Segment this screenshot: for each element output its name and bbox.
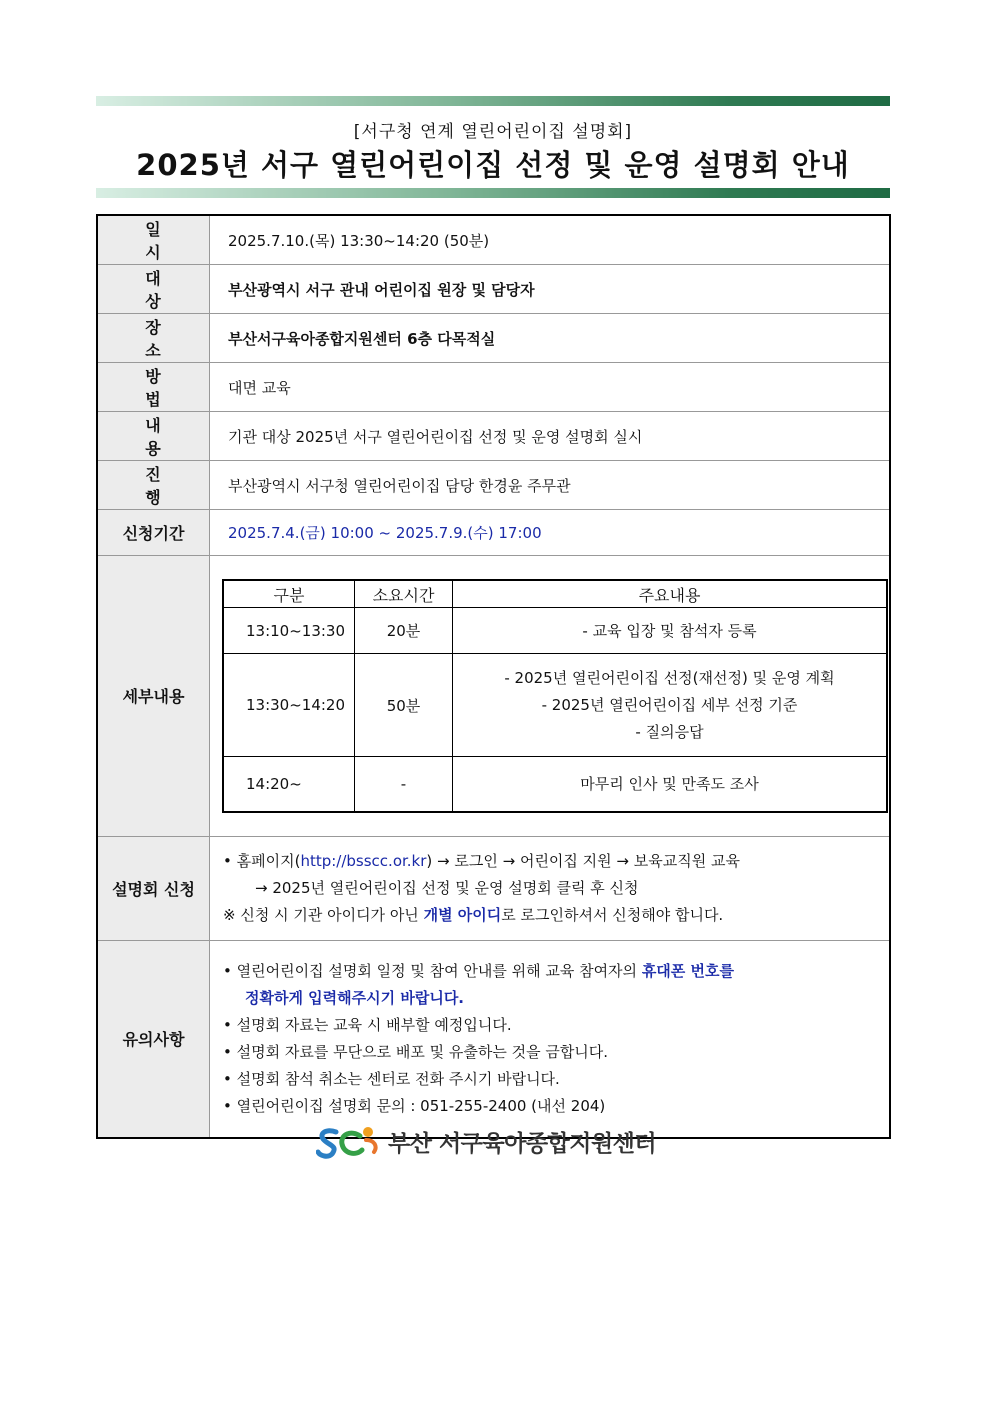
bullet-icon: • — [223, 1015, 232, 1034]
bullet-icon: • — [223, 1069, 232, 1088]
bullet-icon: • — [223, 851, 232, 870]
schedule-duration: 50분 — [355, 654, 453, 757]
schedule-item: - 2025년 열린어린이집 선정(재선정) 및 운영 계획 — [504, 668, 835, 687]
schedule-items — [453, 654, 888, 757]
schedule-time: 14:20~ — [223, 757, 355, 812]
note-5: 열린어린이집 설명회 문의 : 051-255-2400 (내선 204) — [236, 1096, 606, 1115]
bullet-icon: • — [223, 1042, 232, 1061]
row-method — [97, 363, 890, 412]
apply-line-1-post: ) → 로그인 → 어린이집 지원 → 보육교직원 교육 — [426, 851, 740, 870]
value-method: 대면 교육 — [210, 363, 891, 412]
apply-line-1 — [223, 848, 888, 875]
apply-line-2: → 2025년 열린어린이집 선정 및 운영 설명회 클릭 후 신청 — [255, 878, 639, 897]
schedule-header-section: 구분 — [223, 580, 355, 608]
label-place: 장 소 — [97, 314, 210, 363]
label-method: 방 법 — [97, 363, 210, 412]
label-host: 진 행 — [97, 461, 210, 510]
homepage-link[interactable]: http://bsscc.or.kr — [300, 851, 427, 870]
details-cell — [210, 556, 891, 837]
schedule-table — [222, 579, 888, 813]
schedule-item: - 교육 입장 및 참석자 등록 — [453, 608, 888, 654]
note-2: 설명회 자료는 교육 시 배부할 예정입니다. — [236, 1015, 512, 1034]
apply-note-pre: ※ 신청 시 기관 아이디가 아닌 — [223, 905, 424, 924]
label-apply: 설명회 신청 — [97, 836, 210, 940]
bullet-icon: • — [223, 961, 232, 980]
apply-cell — [210, 836, 891, 940]
value-period: 2025.7.4.(금) 10:00 ~ 2025.7.9.(수) 17:00 — [210, 510, 891, 556]
schedule-item: - 질의응답 — [635, 722, 704, 741]
value-target: 부산광역시 서구 관내 어린이집 원장 및 담당자 — [210, 265, 891, 314]
label-period: 신청기간 — [97, 510, 210, 556]
schedule-row — [223, 654, 887, 757]
row-date — [97, 215, 890, 265]
value-content: 기관 대상 2025년 서구 열린어린이집 선정 및 운영 설명회 실시 — [210, 412, 891, 461]
apply-note-post: 로 로그인하셔서 신청해야 합니다. — [501, 905, 724, 924]
document-subtitle: [서구청 연계 열린어린이집 설명회] — [353, 122, 633, 142]
apply-note — [223, 902, 888, 929]
schedule-item: - 2025년 열린어린이집 세부 선정 기준 — [541, 695, 798, 714]
header-bottom-bar — [96, 188, 890, 198]
label-content: 내 용 — [97, 412, 210, 461]
note-1-em2: 정확하게 입력해주시기 바랍니다. — [245, 988, 465, 1007]
value-date: 2025.7.10.(목) 13:30~14:20 (50분) — [210, 215, 891, 265]
row-period — [97, 510, 890, 556]
note-4: 설명회 참석 취소는 센터로 전화 주시기 바랍니다. — [236, 1069, 560, 1088]
document-title: 2025년 서구 열린어린이집 선정 및 운영 설명회 안내 — [136, 148, 850, 182]
label-details: 세부내용 — [97, 556, 210, 837]
apply-note-em: 개별 아이디 — [423, 905, 502, 924]
schedule-duration: 20분 — [355, 608, 453, 654]
schedule-header-row — [223, 580, 887, 608]
schedule-row — [223, 608, 887, 654]
value-host: 부산광역시 서구청 열린어린이집 담당 한경윤 주무관 — [210, 461, 891, 510]
schedule-time: 13:30~14:20 — [223, 654, 355, 757]
row-apply — [97, 836, 890, 940]
note-item — [223, 1093, 888, 1120]
label-date: 일 시 — [97, 215, 210, 265]
row-target — [97, 265, 890, 314]
sc-logo-icon — [316, 1122, 382, 1160]
schedule-time: 13:10~13:30 — [223, 608, 355, 654]
note-item — [223, 1039, 888, 1066]
footer-org-name: 부산 서구육아종합지원센터 — [388, 1130, 657, 1157]
info-table — [96, 214, 891, 1139]
row-notes — [97, 940, 890, 1138]
schedule-header-duration: 소요시간 — [355, 580, 453, 608]
header-top-bar — [96, 96, 890, 106]
note-item — [223, 958, 888, 985]
note-3: 설명회 자료를 무단으로 배포 및 유출하는 것을 금합니다. — [236, 1042, 609, 1061]
bullet-icon: • — [223, 1096, 232, 1115]
notes-cell — [210, 940, 891, 1138]
note-item — [223, 1066, 888, 1093]
row-details — [97, 556, 890, 837]
label-notes: 유의사항 — [97, 940, 210, 1138]
row-host — [97, 461, 890, 510]
footer-logo — [316, 1122, 656, 1160]
row-content — [97, 412, 890, 461]
schedule-item: 마무리 인사 및 만족도 조사 — [453, 757, 888, 812]
schedule-row — [223, 757, 887, 812]
schedule-header-content: 주요내용 — [453, 580, 888, 608]
schedule-duration: - — [355, 757, 453, 812]
apply-line-1-pre: 홈페이지( — [236, 851, 301, 870]
note-item — [223, 1012, 888, 1039]
note-1-pre: 열린어린이집 설명회 일정 및 참여 안내를 위해 교육 참여자의 — [236, 961, 642, 980]
row-place — [97, 314, 890, 363]
note-1-em: 휴대폰 번호를 — [641, 961, 734, 980]
value-place: 부산서구육아종합지원센터 6층 다목적실 — [210, 314, 891, 363]
label-target: 대 상 — [97, 265, 210, 314]
